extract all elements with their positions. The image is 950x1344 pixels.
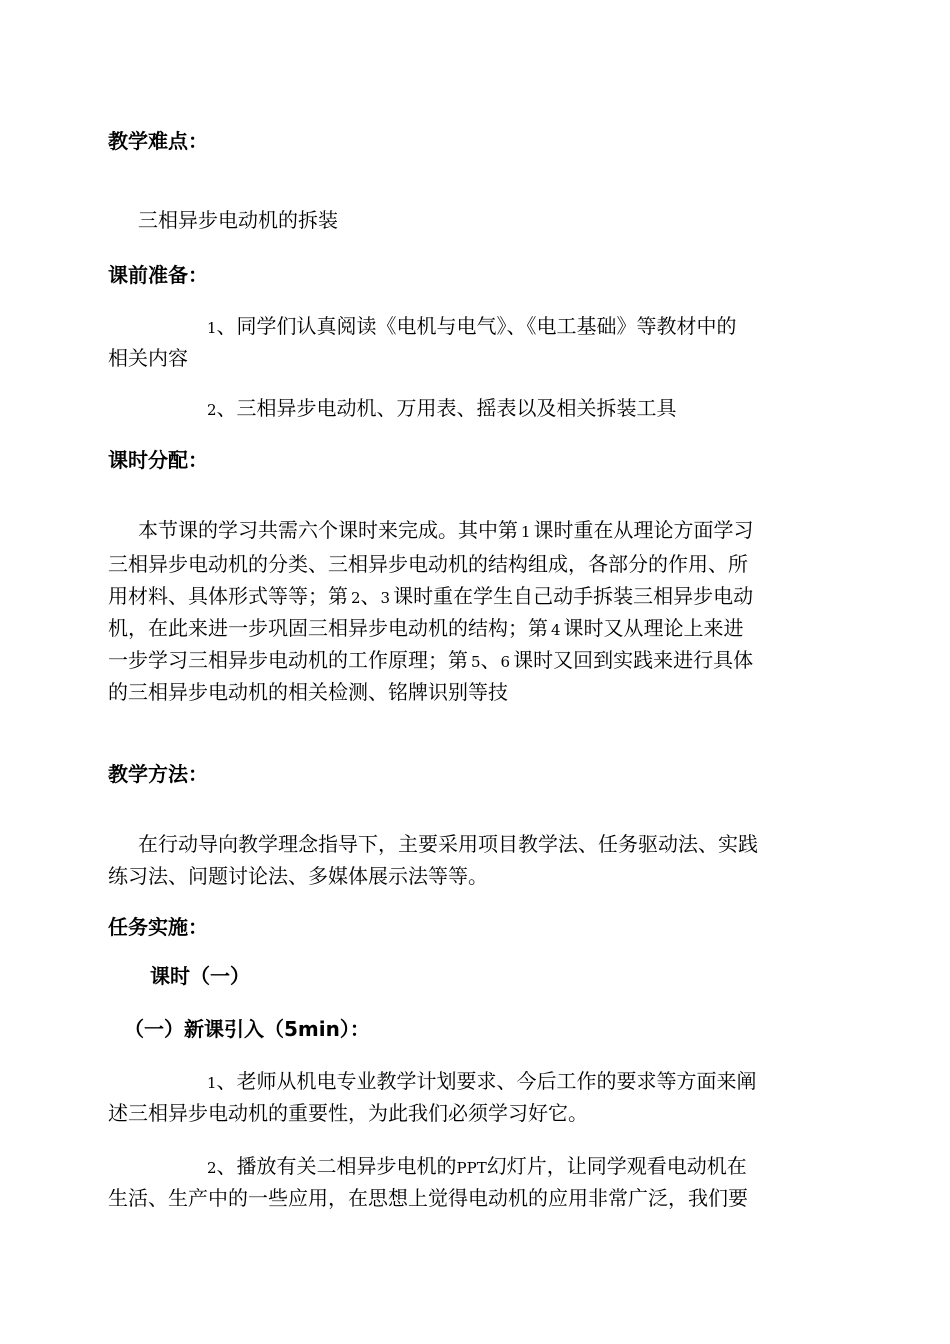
intro-item-2-ppt: PPT	[456, 1159, 487, 1177]
schedule-line-1-a: 本节课的学习共需六个课时来完成。其中第	[138, 518, 518, 542]
schedule-line-3-a: 用材料、具体形式等等；第	[108, 584, 348, 608]
lesson-title: 课时（一）	[150, 964, 250, 988]
schedule-line-5	[108, 643, 753, 679]
schedule-line-3-number-2: 3	[380, 589, 391, 607]
preparation-item-1-number: 1	[207, 319, 217, 337]
preparation-item-2	[207, 391, 677, 427]
difficulty-content: 三相异步电动机的拆装	[138, 208, 338, 232]
schedule-line-3-number-1: 2	[351, 589, 361, 607]
intro-item-1-number: 1	[207, 1074, 217, 1092]
preparation-item-2-number: 2	[207, 401, 217, 419]
intro-item-2	[207, 1149, 747, 1185]
schedule-line-5-sep: 、	[480, 648, 501, 672]
schedule-line-5-b: 课时又回到实践来进行具体	[513, 648, 754, 672]
schedule-line-5-number-2: 6	[500, 653, 511, 671]
intro-item-1-continued: 述三相异步电动机的重要性，为此我们必须学习好它。	[108, 1101, 588, 1125]
intro-item-1	[207, 1064, 757, 1100]
schedule-line-2: 三相异步电动机的分类、三相异步电动机的结构组成，各部分的作用、所	[108, 552, 748, 576]
schedule-line-3-b: 课时重在学生自己动手拆装三相异步电动	[393, 584, 754, 608]
schedule-line-1-number: 1	[521, 523, 531, 541]
methods-line-1: 在行动导向教学理念指导下，主要采用项目教学法、任务驱动法、实践	[138, 832, 758, 856]
methods-line-2: 练习法、问题讨论法、多媒体展示法等等。	[108, 864, 488, 888]
subsection-new-lesson-intro: （一）新课引入（5min）：	[124, 1017, 370, 1041]
intro-item-2-text-a: 、播放有关二相异步电机的	[216, 1154, 457, 1178]
intro-item-2-number: 2	[207, 1159, 217, 1177]
intro-item-2-continued: 生活、生产中的一些应用，在思想上觉得电动机的应用非常广泛，我们要	[108, 1186, 748, 1210]
schedule-line-4-b: 课时又从理论上来进	[563, 616, 744, 640]
schedule-line-1-b: 课时重在从理论方面学习	[533, 518, 754, 542]
preparation-item-2-text: 、三相异步电动机、万用表、摇表以及相关拆装工具	[216, 396, 677, 420]
preparation-item-1	[207, 309, 737, 345]
heading-implementation: 任务实施：	[108, 915, 208, 939]
schedule-line-4-a: 机，在此来进一步巩固三相异步电动机的结构；第	[108, 616, 548, 640]
schedule-line-5-a: 一步学习三相异步电动机的工作原理；第	[108, 648, 468, 672]
schedule-line-4-number: 4	[551, 621, 561, 639]
preparation-item-1-text: 、同学们认真阅读《电机与电气》、《电工基础》等教材中的	[216, 314, 737, 338]
schedule-line-1	[138, 513, 754, 549]
schedule-line-3-sep: 、	[360, 584, 381, 608]
schedule-line-6: 的三相异步电动机的相关检测、铭牌识别等技	[108, 680, 508, 704]
preparation-item-1-continued: 相关内容	[108, 346, 188, 370]
heading-teaching-difficulty: 教学难点：	[108, 129, 208, 153]
heading-preparation: 课前准备：	[108, 263, 208, 287]
schedule-line-5-number-1: 5	[471, 653, 481, 671]
intro-item-2-text-b: 幻灯片，让同学观看电动机在	[486, 1154, 747, 1178]
schedule-line-3	[108, 579, 753, 615]
heading-methods: 教学方法：	[108, 762, 208, 786]
schedule-line-4	[108, 611, 744, 647]
intro-item-1-text: 、老师从机电专业教学计划要求、今后工作的要求等方面来阐	[216, 1069, 757, 1093]
heading-schedule: 课时分配：	[108, 448, 208, 472]
